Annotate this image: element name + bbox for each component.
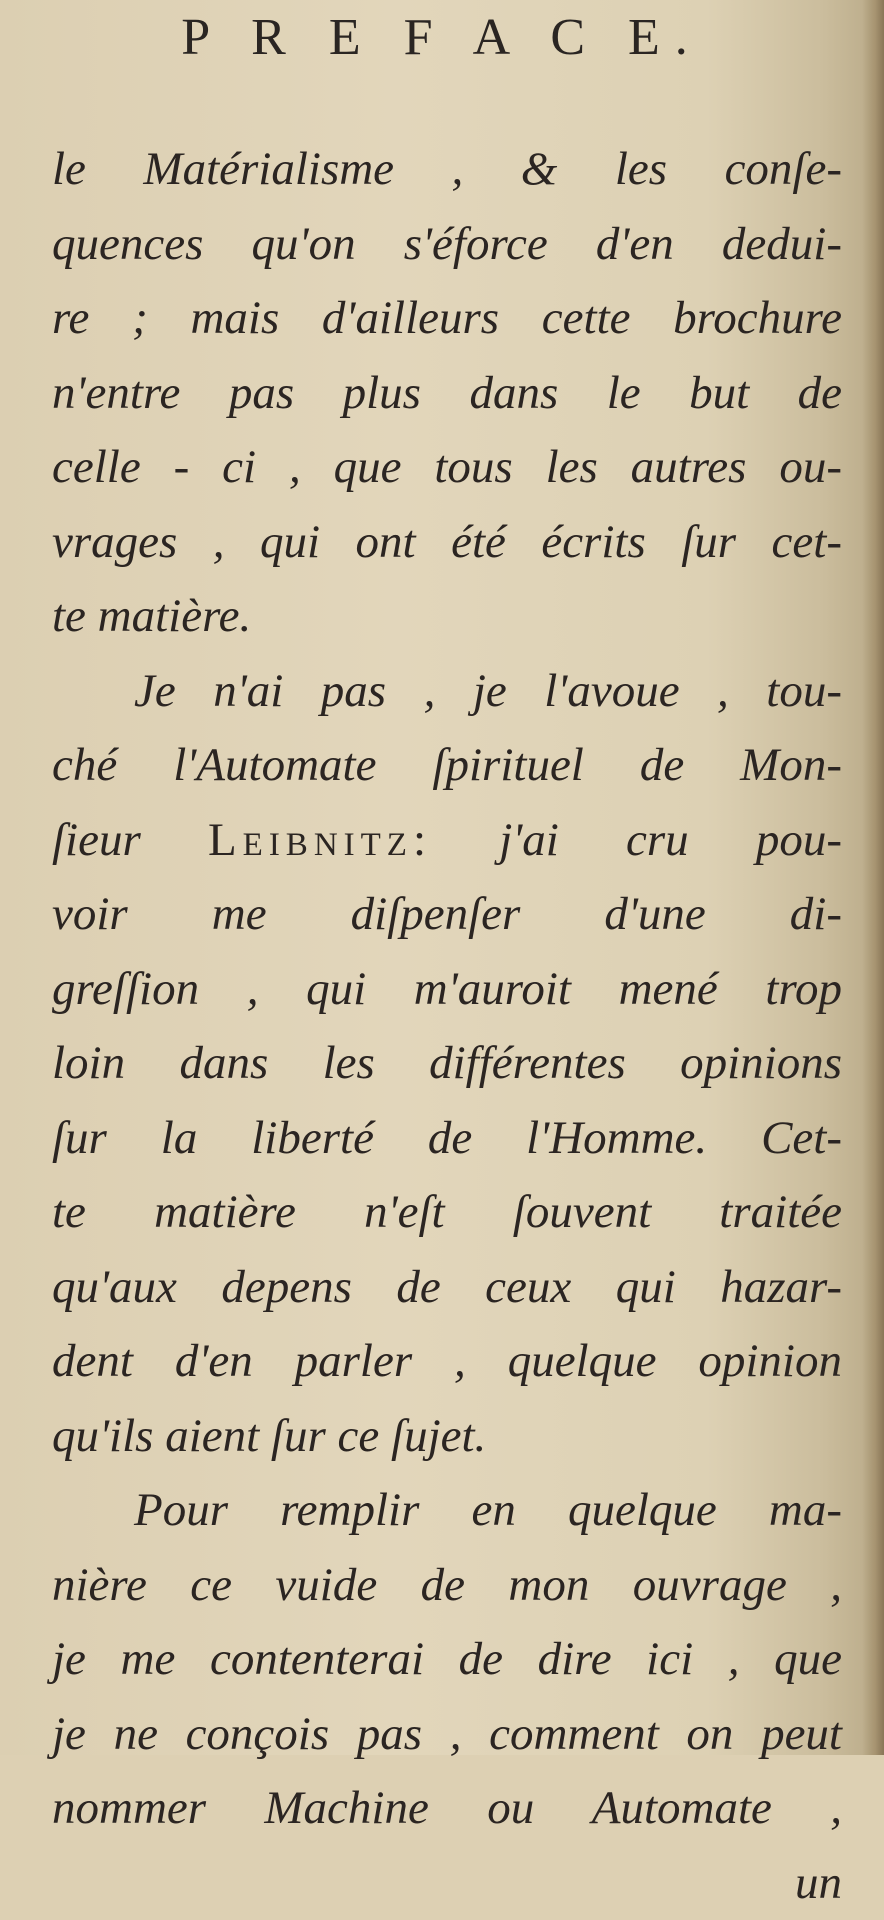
text-line-with-name — [52, 803, 842, 878]
catchword: un — [52, 1846, 842, 1920]
page-gutter-shadow — [862, 0, 884, 1755]
text-line: re ; mais d'ailleurs cette brochure — [52, 281, 842, 356]
text-line: n'entre pas plus dans le but de — [52, 356, 842, 431]
text-line: qu'aux depens de ceux qui hazar- — [52, 1250, 842, 1325]
text-line: greſſion , qui m'auroit mené trop — [52, 952, 842, 1027]
running-header: P R E F A C E. — [0, 8, 884, 68]
text-line: je ne conçois pas , comment on peut — [52, 1697, 842, 1772]
paragraph-end-line: te matière. — [52, 579, 842, 654]
text-line: dent d'en parler , quelque opinion — [52, 1324, 842, 1399]
text-fragment: j'ai cru pou- — [499, 814, 842, 866]
body-text — [52, 132, 842, 1920]
text-line: vrages , qui ont été écrits ſur cet- — [52, 505, 842, 580]
text-line: je me contenterai de dire ici , que — [52, 1622, 842, 1697]
text-line: voir me diſpenſer d'une di- — [52, 877, 842, 952]
text-fragment: ſieur — [52, 814, 141, 866]
text-line: le Matérialisme , & les conſe- — [52, 132, 842, 207]
paragraph-end-line: qu'ils aient ſur ce ſujet. — [52, 1399, 842, 1474]
text-line: ché l'Automate ſpirituel de Mon- — [52, 728, 842, 803]
text-line: ſur la liberté de l'Homme. Cet- — [52, 1101, 842, 1176]
text-line: nommer Machine ou Automate , — [52, 1771, 842, 1846]
text-line: nière ce vuide de mon ouvrage , — [52, 1548, 842, 1623]
text-line: celle - ci , que tous les autres ou- — [52, 430, 842, 505]
text-line: quences qu'on s'éforce d'en dedui- — [52, 207, 842, 282]
author-name-leibnitz: Leibnitz: — [208, 814, 432, 866]
text-line: te matière n'eſt ſouvent traitée — [52, 1175, 842, 1250]
text-line: loin dans les différentes opinions — [52, 1026, 842, 1101]
paragraph-start-line: Je n'ai pas , je l'avoue , tou- — [52, 654, 842, 729]
paragraph-start-line: Pour remplir en quelque ma- — [52, 1473, 842, 1548]
